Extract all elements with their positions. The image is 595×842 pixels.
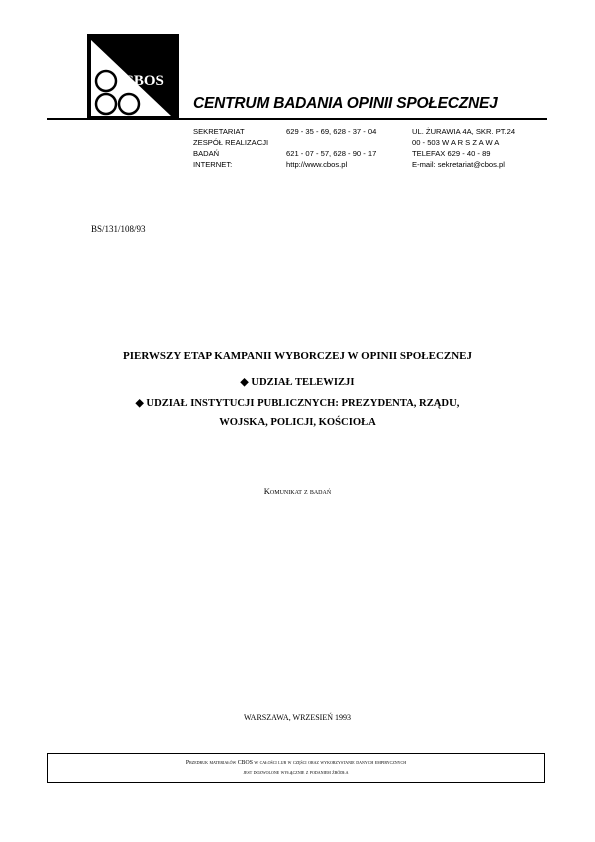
notice-line: Przedruk materiałów CBOS w całości lub w części oraz wykorzystanie danych empirycznych: [185, 760, 407, 766]
contact-address: [412, 126, 515, 170]
contact-phone: [286, 137, 376, 148]
address-line: UL. ŻURAWIA 4A, SKR. PT.24: [412, 127, 516, 136]
organization-name: CENTRUM BADANIA OPINII SPOŁECZNEJ: [193, 95, 498, 112]
copyright-notice-box: [47, 753, 545, 783]
contact-website[interactable]: http://www.cbos.pl: [286, 160, 348, 169]
email-line[interactable]: E-mail: sekretariat@cbos.pl: [412, 160, 505, 169]
logo-text: CBOS: [123, 73, 164, 89]
telefax-line: TELEFAX 629 - 40 - 89: [412, 149, 491, 158]
contact-phones: [286, 126, 376, 170]
subtitle-line: ◆ UDZIAŁ TELEWIZJI: [240, 377, 355, 388]
contact-phone: 621 - 07 - 57, 628 - 90 - 17: [286, 149, 377, 158]
contact-label: SEKRETARIAT: [193, 127, 245, 136]
subtitle-line: ◆ UDZIAŁ INSTYTUCJI PUBLICZNYCH: PREZYDENTA, RZĄDU,: [135, 398, 460, 409]
contact-label: INTERNET:: [193, 160, 233, 169]
contact-labels: [193, 126, 268, 170]
contact-phone: 629 - 35 - 69, 628 - 37 - 04: [286, 127, 377, 136]
subtitle-line: WOJSKA, POLICJI, KOŚCIOŁA: [219, 417, 376, 428]
document-title: PIERWSZY ETAP KAMPANII WYBORCZEJ W OPINII SPOŁECZNEJ: [122, 350, 473, 362]
header-rule: [47, 118, 547, 120]
notice-line: jest dozwolone wyłącznie z podaniem źródła: [243, 770, 349, 776]
address-line: 00 - 503 W A R S Z A W A: [412, 138, 500, 147]
contact-label: ZESPÓŁ REALIZACJI: [193, 138, 269, 147]
contact-label: BADAŃ: [193, 149, 220, 158]
place-date: WARSZAWA, WRZESIEŃ 1993: [244, 713, 351, 722]
report-type: Komunikat z badań: [263, 486, 332, 496]
cbos-logo: [87, 34, 179, 120]
document-reference: BS/131/108/93: [91, 224, 146, 234]
